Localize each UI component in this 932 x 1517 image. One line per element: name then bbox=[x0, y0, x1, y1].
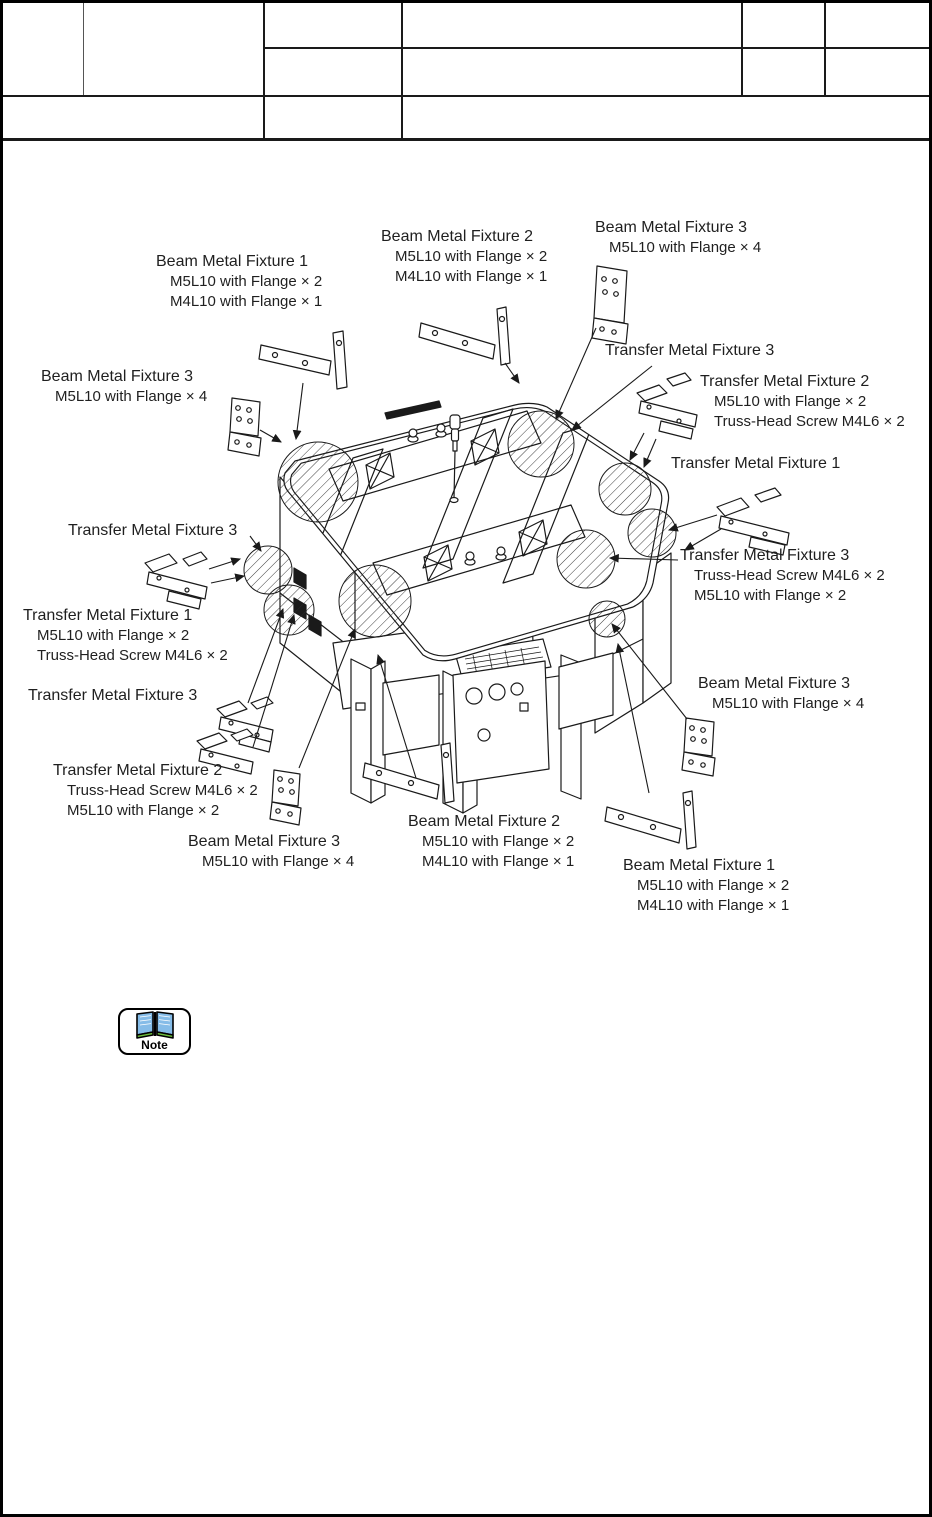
label-title: Transfer Metal Fixture 2 bbox=[53, 762, 223, 779]
label-line: M5L10 with Flange × 2 bbox=[694, 587, 847, 604]
label-line: M4L10 with Flange × 1 bbox=[395, 268, 548, 285]
label-line: M5L10 with Flange × 4 bbox=[202, 853, 355, 870]
label-beam-fixture-2-top bbox=[381, 227, 547, 286]
label-beam-fixture-1-top bbox=[156, 252, 322, 311]
plate-bracket bbox=[228, 398, 261, 456]
plate-bracket bbox=[592, 266, 628, 344]
top-handle-bar bbox=[385, 401, 441, 419]
label-line: M4L10 with Flange × 1 bbox=[637, 897, 790, 914]
label-beam-fixture-3-left bbox=[41, 367, 207, 406]
label-title: Beam Metal Fixture 1 bbox=[623, 857, 776, 874]
label-transfer-fixture-3-right-upper bbox=[605, 341, 774, 360]
label-title: Transfer Metal Fixture 2 bbox=[700, 373, 870, 390]
label-line: M5L10 with Flange × 2 bbox=[422, 833, 575, 850]
transfer-bracket bbox=[637, 373, 697, 439]
note-book-icon bbox=[133, 1010, 177, 1040]
beam-bracket bbox=[259, 331, 347, 389]
label-title: Beam Metal Fixture 2 bbox=[408, 813, 561, 830]
label-transfer-fixture-3-left-lower bbox=[28, 686, 197, 705]
label-transfer-fixture-2-right bbox=[700, 372, 905, 431]
label-line: M5L10 with Flange × 4 bbox=[609, 239, 762, 256]
label-line: Truss-Head Screw M4L6 × 2 bbox=[694, 567, 885, 584]
transfer-bracket bbox=[717, 488, 789, 555]
table-border bbox=[401, 3, 403, 139]
table-border bbox=[263, 3, 265, 139]
beam-bracket bbox=[605, 791, 696, 849]
label-transfer-fixture-3-left-upper bbox=[68, 521, 237, 540]
label-beam-fixture-1-bottom bbox=[623, 856, 789, 915]
label-title: Beam Metal Fixture 3 bbox=[188, 833, 341, 850]
label-title: Beam Metal Fixture 3 bbox=[41, 368, 194, 385]
transfer-bracket bbox=[217, 697, 273, 752]
label-line: M4L10 with Flange × 1 bbox=[170, 293, 323, 310]
label-line: Truss-Head Screw M4L6 × 2 bbox=[714, 413, 905, 430]
label-beam-fixture-3-top-right bbox=[595, 218, 761, 257]
label-line: Truss-Head Screw M4L6 × 2 bbox=[37, 647, 228, 664]
label-transfer-fixture-1-right bbox=[671, 454, 840, 473]
table-border bbox=[83, 3, 84, 96]
label-line: M5L10 with Flange × 2 bbox=[637, 877, 790, 894]
label-line: M5L10 with Flange × 4 bbox=[55, 388, 208, 405]
label-title: Beam Metal Fixture 2 bbox=[381, 228, 534, 245]
label-transfer-fixture-3-right-lower bbox=[680, 546, 885, 605]
label-line: M5L10 with Flange × 2 bbox=[67, 802, 220, 819]
note-label: Note bbox=[141, 1038, 168, 1052]
label-title: Beam Metal Fixture 1 bbox=[156, 253, 309, 270]
label-title: Transfer Metal Fixture 1 bbox=[671, 455, 841, 472]
label-title: Transfer Metal Fixture 3 bbox=[68, 522, 238, 539]
label-title: Beam Metal Fixture 3 bbox=[698, 675, 851, 692]
beam-bracket bbox=[419, 307, 510, 365]
label-title: Transfer Metal Fixture 3 bbox=[28, 687, 198, 704]
label-title: Beam Metal Fixture 3 bbox=[595, 219, 748, 236]
label-title: Transfer Metal Fixture 3 bbox=[605, 342, 775, 359]
label-line: M5L10 with Flange × 2 bbox=[714, 393, 867, 410]
label-line: M5L10 with Flange × 2 bbox=[170, 273, 323, 290]
label-beam-fixture-3-right-lower bbox=[698, 674, 864, 713]
label-beam-fixture-3-bottom bbox=[188, 832, 354, 871]
note-marker bbox=[118, 1008, 191, 1055]
label-line: M5L10 with Flange × 2 bbox=[37, 627, 190, 644]
label-transfer-fixture-1-left bbox=[23, 606, 228, 665]
table-border bbox=[3, 138, 932, 141]
label-line: M5L10 with Flange × 2 bbox=[395, 248, 548, 265]
plate-bracket bbox=[270, 770, 301, 825]
table-border bbox=[3, 95, 932, 97]
table-border bbox=[824, 3, 826, 96]
transfer-bracket bbox=[145, 552, 207, 609]
label-line: M4L10 with Flange × 1 bbox=[422, 853, 575, 870]
label-title: Transfer Metal Fixture 3 bbox=[680, 547, 850, 564]
label-line: M5L10 with Flange × 4 bbox=[712, 695, 865, 712]
table-border bbox=[263, 47, 932, 49]
label-title: Transfer Metal Fixture 1 bbox=[23, 607, 193, 624]
label-beam-fixture-2-bottom bbox=[408, 812, 574, 871]
label-transfer-fixture-2-bottom-left bbox=[53, 761, 258, 820]
table-border bbox=[741, 3, 743, 96]
plate-bracket bbox=[682, 718, 715, 776]
label-line: Truss-Head Screw M4L6 × 2 bbox=[67, 782, 258, 799]
